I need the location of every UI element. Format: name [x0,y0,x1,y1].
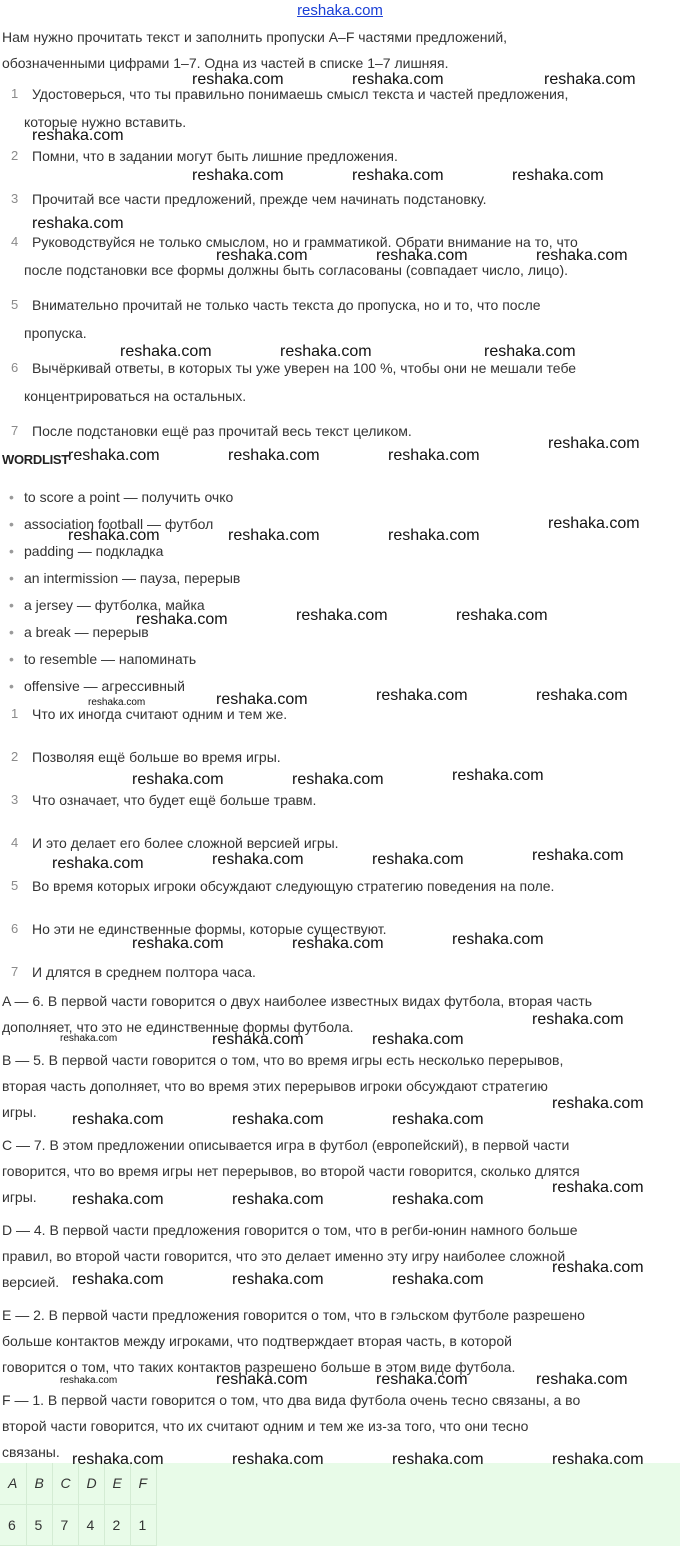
watermark: reshaka.com [232,1451,324,1468]
watermark: reshaka.com [376,247,468,264]
watermark: reshaka.com [60,1375,118,1386]
watermark: reshaka.com [72,1451,164,1468]
watermark: reshaka.com [232,1191,324,1208]
explanation-line: говорится, что во время игры нет перерывов, во второй части говорится, сколько длятся [2,1163,580,1179]
watermark: reshaka.com [352,71,444,88]
watermark: reshaka.com [552,1095,644,1112]
part-number: 6 [11,921,19,936]
part-text: Позволяя ещё больше во время игры. [32,749,281,765]
watermark: reshaka.com [552,1179,644,1196]
watermark: reshaka.com [296,607,388,624]
watermark: reshaka.com [392,1271,484,1288]
bullet-icon: • [9,570,14,586]
part-number: 5 [11,878,19,893]
watermark: reshaka.com [32,127,124,144]
answer-letter: B [26,1463,52,1504]
watermark: reshaka.com [536,1371,628,1388]
watermark: reshaka.com [212,851,304,868]
watermark: reshaka.com [552,1259,644,1276]
answer-letter: C [52,1463,78,1504]
watermark: reshaka.com [536,247,628,264]
watermark: reshaka.com [216,691,308,708]
explanation-line: версией. [2,1274,60,1290]
tip-text: концентрироваться на остальных. [24,388,247,404]
tip-number: 5 [11,297,19,312]
watermark: reshaka.com [292,935,384,952]
bullet-icon: • [9,543,14,559]
answer-letter: E [104,1463,130,1504]
explanation-line: D — 4. В первой части предложения говорится о том, что в регби-юнин намного больше [2,1222,578,1238]
watermark: reshaka.com [88,697,146,708]
answer-number: 7 [52,1504,78,1545]
watermark: reshaka.com [228,527,320,544]
part-text: И длятся в среднем полтора часа. [32,964,256,980]
tip-number: 7 [11,423,19,438]
bullet-icon: • [9,489,14,505]
watermark: reshaka.com [228,447,320,464]
watermark: reshaka.com [484,343,576,360]
explanation-line: говорится о том, что таких контактов разрешено больше в этом виде футбола. [2,1359,516,1375]
watermark: reshaka.com [72,1271,164,1288]
part-number: 3 [11,792,19,807]
tip-text: которые нужно вставить. [24,114,187,130]
watermark: reshaka.com [136,611,228,628]
answer-letter: F [130,1463,156,1504]
watermark: reshaka.com [372,1031,464,1048]
tip-text: пропуска. [24,325,87,341]
bullet-icon: • [9,516,14,532]
tip-text: Удостоверься, что ты правильно понимаешь смысл текста и частей предложения, [32,86,569,102]
explanation-line: больше контактов между игроками, что подтверждает вторая часть, в которой [2,1333,512,1349]
part-number: 1 [11,706,19,721]
part-text: Во время которых игроки обсуждают следующую стратегию поведения на поле. [32,878,555,894]
watermark: reshaka.com [132,771,224,788]
tip-number: 3 [11,191,19,206]
watermark: reshaka.com [68,527,160,544]
watermark: reshaka.com [32,215,124,232]
tip-number: 4 [11,234,19,249]
answer-letter: D [78,1463,104,1504]
bullet-icon: • [9,651,14,667]
explanation-line: A — 6. В первой части говорится о двух наиболее известных видах футбола, вторая часть [2,993,593,1009]
answer-letter: A [0,1463,26,1504]
watermark: reshaka.com [72,1111,164,1128]
watermark: reshaka.com [232,1271,324,1288]
explanation-e [2,1302,678,1380]
tip-number: 6 [11,360,19,375]
site-link[interactable]: reshaka.com [297,2,383,19]
watermark: reshaka.com [280,343,372,360]
watermark: reshaka.com [532,847,624,864]
answer-number: 1 [130,1504,156,1545]
watermark: reshaka.com [548,435,640,452]
watermark: reshaka.com [60,1033,118,1044]
tip-text: Вычёркивай ответы, в которых ты уже уверен на 100 %, чтобы они не мешали тебе [32,360,577,376]
explanation-line: E — 2. В первой части предложения говорится о том, что в гэльском футболе разрешено [2,1307,585,1323]
explanation-line: игры. [2,1104,37,1120]
answer-table-numbers-row [0,1504,156,1545]
part-number: 7 [11,964,19,979]
tip-text: После подстановки ещё раз прочитай весь текст целиком. [32,423,412,439]
watermark: reshaka.com [52,855,144,872]
explanation-line: связаны. [2,1444,60,1460]
answer-number: 5 [26,1504,52,1545]
watermark: reshaka.com [548,515,640,532]
watermark: reshaka.com [372,851,464,868]
answer-table [0,1463,680,1546]
explanation-line: игры. [2,1189,37,1205]
watermark: reshaka.com [72,1191,164,1208]
watermark: reshaka.com [192,71,284,88]
watermark: reshaka.com [544,71,636,88]
bullet-icon: • [9,624,14,640]
watermark: reshaka.com [392,1191,484,1208]
watermark: reshaka.com [532,1011,624,1028]
watermark: reshaka.com [192,167,284,184]
tip-text: Прочитай все части предложений, прежде чем начинать подстановку. [32,191,487,207]
tip-text: Внимательно прочитай не только часть текста до пропуска, но и то, что после [32,297,541,313]
explanation-line: правил, во второй части говорится, что это делает именно эту игру наиболее сложной [2,1248,566,1264]
part-text: Что их иногда считают одним и тем же. [32,706,288,722]
answer-table-letters-row [0,1463,156,1504]
bullet-icon: • [9,597,14,613]
part-text: Что означает, что будет ещё больше травм. [32,792,317,808]
watermark: reshaka.com [376,687,468,704]
watermark: reshaka.com [392,1111,484,1128]
watermark: reshaka.com [388,527,480,544]
watermark: reshaka.com [512,167,604,184]
wordlist-title: WORDLIST [2,452,69,467]
watermark: reshaka.com [212,1031,304,1048]
watermark: reshaka.com [216,247,308,264]
tip-text: после подстановки все формы должны быть согласованы (совпадает число, лицо). [24,262,569,278]
watermark: reshaka.com [452,767,544,784]
watermark: reshaka.com [376,1371,468,1388]
tip-number: 1 [11,86,19,101]
watermark: reshaka.com [232,1111,324,1128]
answer-number: 6 [0,1504,26,1545]
watermark: reshaka.com [388,447,480,464]
explanation-line: вторая часть дополняет, что во время этих перерывов игроки обсуждают стратегию [2,1078,548,1094]
intro-paragraph [2,24,678,76]
watermark: reshaka.com [132,935,224,952]
part-text: И это делает его более сложной версией игры. [32,835,339,851]
answer-number: 4 [78,1504,104,1545]
watermark: reshaka.com [392,1451,484,1468]
explanation-line: B — 5. В первой части говорится о том, что во время игры есть несколько перерывов, [2,1052,564,1068]
explanation-line: F — 1. В первой части говорится о том, что два вида футбола очень тесно связаны, а во [2,1392,581,1408]
explanation-line: дополняет, что это не единственные формы футбола. [2,1019,354,1035]
watermark: reshaka.com [352,167,444,184]
bullet-icon: • [9,678,14,694]
watermark: reshaka.com [552,1451,644,1468]
answer-number: 2 [104,1504,130,1545]
tip-text: Руководствуйся не только смыслом, но и грамматикой. Обрати внимание на то, что [32,234,578,250]
part-text: Но эти не единственные формы, которые существуют. [32,921,387,937]
watermark: reshaka.com [456,607,548,624]
explanation-line: второй части говорится, что их считают одним и тем же из-за того, что они тесно [2,1418,529,1434]
tip-number: 2 [11,148,19,163]
watermark: reshaka.com [452,931,544,948]
watermark: reshaka.com [216,1371,308,1388]
watermark: reshaka.com [536,687,628,704]
intro-line: Нам нужно прочитать текст и заполнить пропуски A–F частями предложений, [2,29,508,45]
tip-text: Помни, что в задании могут быть лишние предложения. [32,148,398,164]
intro-line: обозначенными цифрами 1–7. Одна из частей в списке 1–7 лишняя. [2,55,449,71]
watermark: reshaka.com [292,771,384,788]
watermark: reshaka.com [68,447,160,464]
watermark: reshaka.com [120,343,212,360]
explanation-line: C — 7. В этом предложении описывается игра в футбол (европейский), в первой части [2,1137,570,1153]
part-number: 4 [11,835,19,850]
part-number: 2 [11,749,19,764]
